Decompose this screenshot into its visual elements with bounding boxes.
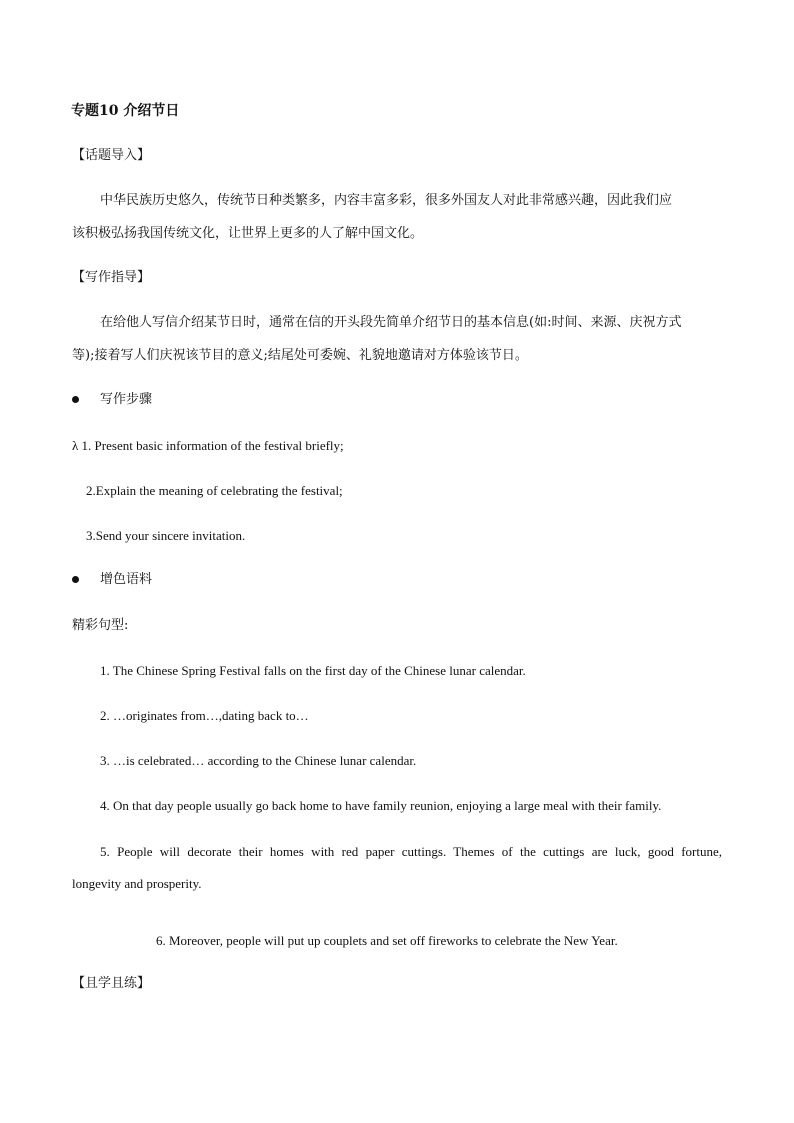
sentence-pattern-3: 3. …is celebrated… according to the Chinese lunar calendar. [100, 753, 417, 768]
step-item-2: 2.Explain the meaning of celebrating the festival; [86, 483, 343, 498]
materials-heading: 增色语料 [100, 572, 153, 587]
sentence-pattern-4: 4. On that day people usually go back home to have family reunion, enjoying a large meal with their family. [100, 798, 662, 813]
sentence-pattern-2: 2. …originates from…,dating back to… [100, 708, 309, 723]
guide-paragraph-line2: 等);接着写人们庆祝该节目的意义;结尾处可委婉、礼貌地邀请对方体验该节日。 [72, 348, 528, 363]
guide-paragraph-line1: 在给他人写信介绍某节日时，通常在信的开头段先简单介绍节日的基本信息(如:时间、来源、庆祝方式 [100, 315, 682, 330]
page-title: 专题10 介绍节日 [71, 103, 180, 119]
step-item-1: λ 1. Present basic information of the festival briefly; [72, 438, 344, 453]
materials-subheading: 精彩句型: [72, 618, 129, 633]
intro-paragraph-line1: 中华民族历史悠久，传统节日种类繁多，内容丰富多彩，很多外国友人对此非常感兴趣，因此我们应 [100, 193, 673, 208]
sentence-pattern-5-line1: 5. People will decorate their homes with red paper cuttings. Themes of the cuttings are luck, good fortune, [100, 844, 722, 859]
sentence-pattern-6: 6. Moreover, people will put up couplets and set off fireworks to celebrate the New Year. [156, 933, 618, 948]
sentence-pattern-1: 1. The Chinese Spring Festival falls on the first day of the Chinese lunar calendar. [100, 663, 526, 678]
step-item-3: 3.Send your sincere invitation. [86, 528, 246, 543]
intro-paragraph-line2: 该积极弘扬我国传统文化，让世界上更多的人了解中国文化。 [72, 226, 424, 241]
section-heading-intro: 【话题导入】 [72, 148, 151, 163]
section-heading-guide: 【写作指导】 [72, 270, 151, 285]
bullet-icon [72, 396, 79, 403]
sentence-pattern-5-line2: longevity and prosperity. [72, 876, 202, 891]
section-heading-practice: 【且学且练】 [72, 976, 151, 991]
steps-heading: 写作步骤 [100, 392, 153, 407]
bullet-icon [72, 576, 79, 583]
